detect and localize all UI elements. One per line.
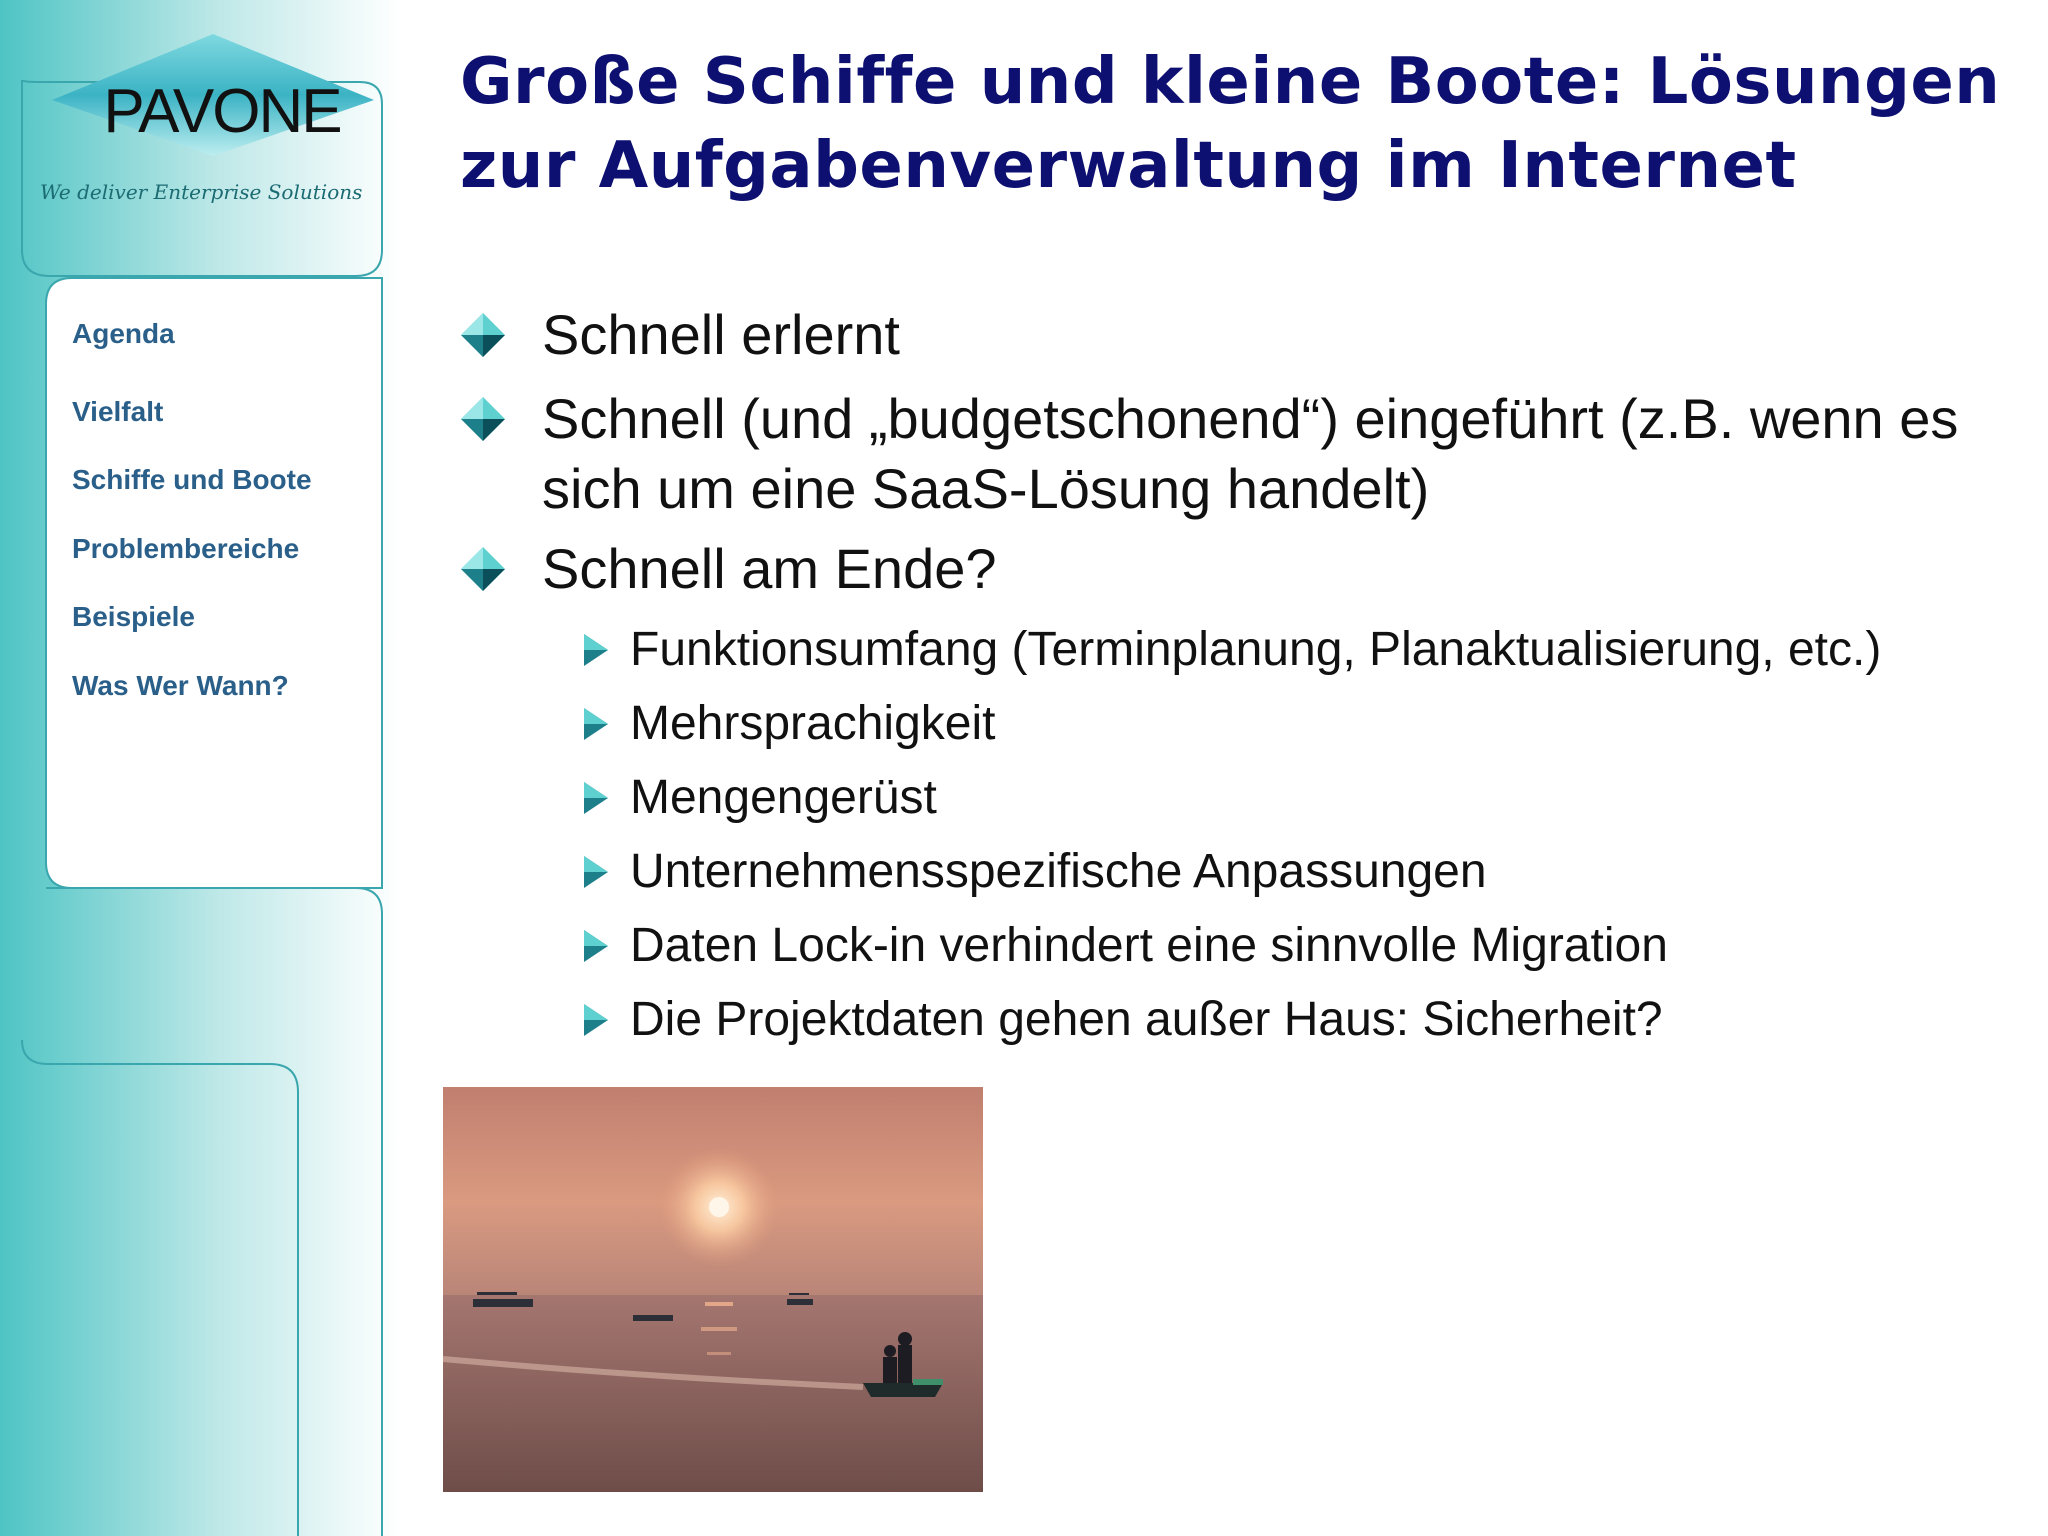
- diamond-bullet-icon: [460, 396, 506, 442]
- brand-name: PAVONE: [103, 77, 341, 146]
- nav-item-vielfalt[interactable]: Vielfalt: [72, 396, 164, 427]
- sub-bullet-text: Die Projektdaten gehen außer Haus: Sicherheit?: [630, 993, 1663, 1046]
- nav-item-was-wer-wann[interactable]: Was Wer Wann?: [72, 670, 289, 701]
- bullet-text: Schnell am Ende?: [542, 537, 997, 600]
- triangle-bullet-icon: [582, 706, 610, 742]
- triangle-bullet-icon: [582, 928, 610, 964]
- slide-title-line2: zur Aufgabenverwaltung im Internet: [460, 129, 1797, 203]
- sidebar-background: [0, 0, 400, 1536]
- triangle-bullet-icon: [582, 632, 610, 668]
- triangle-bullet-icon: [582, 854, 610, 890]
- triangle-bullet-icon: [582, 780, 610, 816]
- slide-title-line1: Große Schiffe und kleine Boote: Lösungen: [460, 45, 2001, 119]
- sub-bullet-text: Daten Lock-in verhindert eine sinnvolle Migration: [630, 919, 1668, 972]
- nav-item-schiffe-und-boote[interactable]: Schiffe und Boote: [72, 464, 312, 495]
- nav-item-beispiele[interactable]: Beispiele: [72, 601, 195, 632]
- sub-bullet-text: Mengengerüst: [630, 771, 937, 824]
- nav-item-agenda[interactable]: Agenda: [72, 318, 175, 349]
- sub-bullet-text: Mehrsprachigkeit: [630, 697, 996, 750]
- triangle-bullet-icon: [582, 1002, 610, 1038]
- diamond-bullet-icon: [460, 546, 506, 592]
- brand-tagline: We deliver Enterprise Solutions: [40, 180, 363, 204]
- sunset-boats-photo: [443, 1087, 983, 1492]
- diamond-bullet-icon: [460, 312, 506, 358]
- slide-title: [460, 40, 2030, 208]
- bullet-text: Schnell (und „budgetschonend“) eingeführt (z.B. wenn es sich um eine SaaS-Lösung handelt): [542, 387, 1959, 520]
- nav-item-problembereiche[interactable]: Problembereiche: [72, 533, 300, 564]
- brand-logo: [28, 30, 388, 204]
- sub-bullet-text: Funktionsumfang (Terminplanung, Planaktualisierung, etc.): [630, 623, 1882, 676]
- sub-bullet-text: Unternehmensspezifische Anpassungen: [630, 845, 1487, 898]
- bullet-text: Schnell erlernt: [542, 303, 900, 366]
